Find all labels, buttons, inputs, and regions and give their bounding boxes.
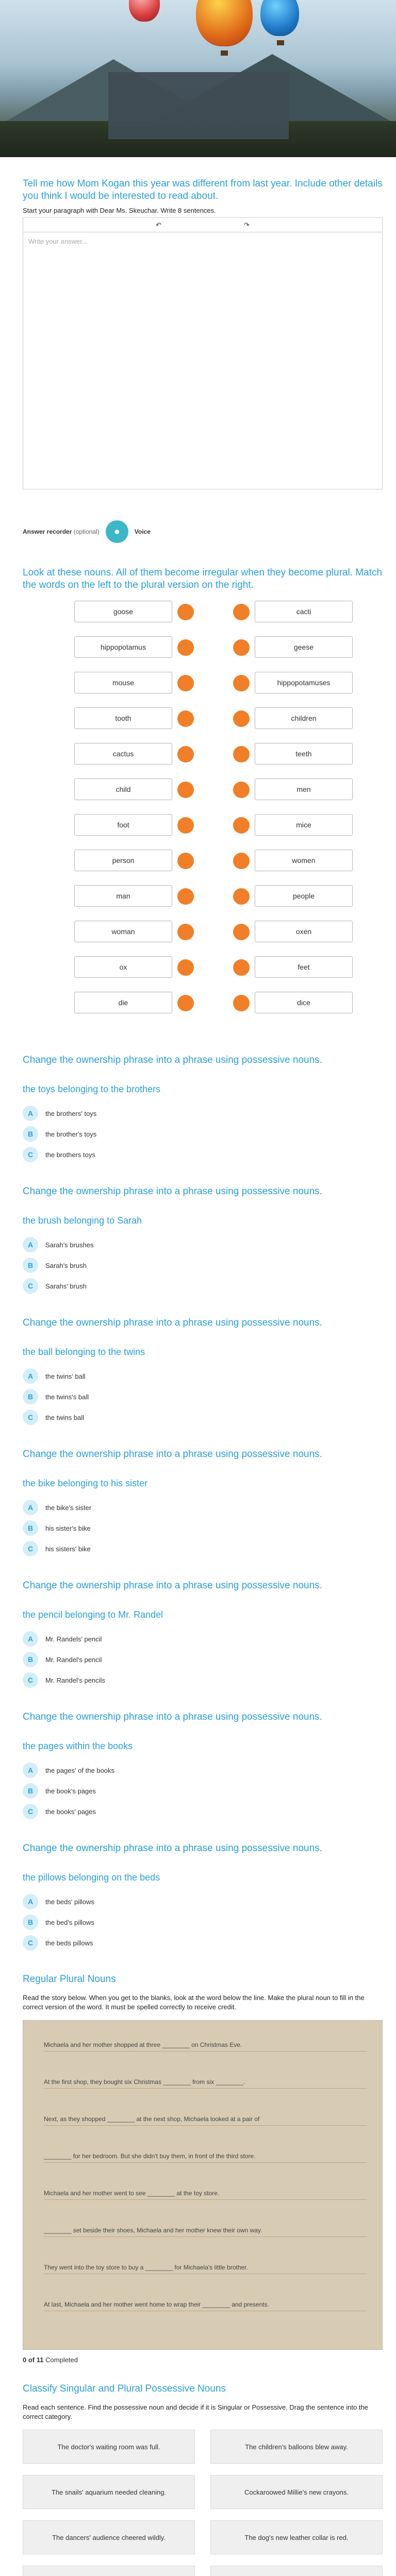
answer-option[interactable]: [23, 1933, 383, 1953]
match-right-dot[interactable]: [233, 782, 250, 798]
option-text: Sarah's brushes: [45, 1241, 94, 1249]
mc-question: [23, 1054, 383, 1165]
option-list: [23, 1234, 383, 1296]
match-right-dot[interactable]: [233, 710, 250, 727]
question-phrase: the pencil belonging to Mr. Randel: [23, 1609, 163, 1620]
answer-option[interactable]: [23, 1103, 383, 1124]
question-phrase: the pages within the books: [23, 1741, 133, 1751]
match-left-dot[interactable]: [177, 782, 194, 798]
match-left-dot[interactable]: [177, 675, 194, 691]
answer-option[interactable]: [23, 1781, 383, 1801]
option-list: [23, 1366, 383, 1428]
option-list: [23, 1497, 383, 1559]
option-text: his sister's bike: [45, 1524, 91, 1532]
draggable-card[interactable]: The snails' aquarium needed cleaning.: [23, 2475, 195, 2509]
match-right-dot[interactable]: [233, 924, 250, 940]
regular-plural-title: Regular Plural Nouns: [23, 1974, 116, 1985]
mc-question: [23, 1448, 383, 1559]
question-heading: Change the ownership phrase into a phrase using possessive nouns.: [23, 1055, 322, 1065]
match-right-word[interactable]: people: [255, 885, 353, 907]
question-instruction: Start your paragraph with Dear Ms. Skeuchar. Write 8 sentences.: [23, 207, 216, 214]
match-row: [74, 885, 353, 908]
option-letter-badge: C: [23, 1410, 38, 1425]
option-list: [23, 1103, 383, 1165]
match-right-dot[interactable]: [233, 675, 250, 691]
match-left-word[interactable]: die: [74, 992, 172, 1013]
match-row: [74, 956, 353, 979]
answer-option[interactable]: [23, 1144, 383, 1165]
answer-option[interactable]: [23, 1538, 383, 1559]
match-left-word[interactable]: mouse: [74, 672, 172, 693]
match-row: [74, 921, 353, 943]
match-left-dot[interactable]: [177, 639, 194, 656]
option-text: Mr. Randel's pencil: [45, 1655, 102, 1664]
story-worksheet-image: [23, 2020, 383, 2350]
match-row: [74, 636, 353, 659]
option-text: the bed's pillows: [45, 1918, 94, 1926]
completion-status: 0 of 11 Completed: [23, 2356, 78, 2364]
answer-textarea[interactable]: Write your answer...: [23, 232, 383, 489]
match-right-word[interactable]: cacti: [255, 601, 353, 622]
option-text: the book's pages: [45, 1787, 96, 1795]
option-letter-badge: B: [23, 1652, 38, 1667]
story-line: At last, Michaela and her mother went home to wrap their ________ and presents.: [44, 2301, 367, 2311]
question-heading: Change the ownership phrase into a phrase using possessive nouns.: [23, 1711, 322, 1722]
option-text: Mr. Randels' pencil: [45, 1635, 102, 1643]
match-row: [74, 601, 353, 623]
story-line: Next, as they shopped ________ at the next shop, Michaela looked at a pair of: [44, 2115, 367, 2126]
balloon-basket: [277, 40, 284, 45]
option-letter-badge: A: [23, 1631, 38, 1647]
match-right-word[interactable]: children: [255, 707, 353, 729]
question-phrase: the bike belonging to his sister: [23, 1478, 148, 1488]
answer-option[interactable]: [23, 1407, 383, 1428]
answer-option[interactable]: [23, 1255, 383, 1276]
draggable-card[interactable]: The children's balloons blew away.: [210, 2430, 383, 2464]
question-heading: Change the ownership phrase into a phrase using possessive nouns.: [23, 1317, 322, 1328]
answer-option[interactable]: [23, 1670, 383, 1690]
option-letter-badge: C: [23, 1278, 38, 1294]
option-text: the twins' ball: [45, 1372, 86, 1380]
option-text: the beds pillows: [45, 1939, 93, 1947]
option-text: the beds' pillows: [45, 1897, 94, 1906]
option-letter-badge: B: [23, 1389, 38, 1404]
mc-question: [23, 1711, 383, 1822]
match-right-word[interactable]: teeth: [255, 743, 353, 765]
option-letter-badge: A: [23, 1237, 38, 1252]
balloon-basket: [221, 50, 228, 56]
option-letter-badge: C: [23, 1804, 38, 1819]
match-left-dot[interactable]: [177, 995, 194, 1011]
match-row: [74, 850, 353, 872]
match-row: [74, 778, 353, 801]
match-right-dot[interactable]: [233, 746, 250, 762]
match-left-word[interactable]: hippopotamus: [74, 636, 172, 658]
match-right-word[interactable]: hippopotamuses: [255, 672, 353, 693]
match-left-dot[interactable]: [177, 604, 194, 620]
match-row: [74, 672, 353, 694]
match-left-word[interactable]: woman: [74, 921, 172, 942]
answer-option[interactable]: [23, 1518, 383, 1538]
multiple-choice-list: [23, 1054, 383, 1953]
option-list: [23, 1629, 383, 1690]
matching-grid: [23, 601, 383, 1033]
match-left-dot[interactable]: [177, 924, 194, 940]
question-phrase: the brush belonging to Sarah: [23, 1215, 142, 1226]
answer-option[interactable]: [23, 1760, 383, 1781]
answer-recorder: [23, 520, 383, 543]
match-right-dot[interactable]: [233, 888, 250, 905]
answer-option[interactable]: [23, 1234, 383, 1255]
match-right-word[interactable]: men: [255, 778, 353, 800]
option-text: the bike's sister: [45, 1503, 92, 1512]
match-right-dot[interactable]: [233, 959, 250, 976]
answer-option[interactable]: [23, 1649, 383, 1670]
story-line: They went into the toy store to buy a ________ for Michaela's little brother.: [44, 2264, 367, 2274]
match-left-dot[interactable]: [177, 746, 194, 762]
option-letter-badge: C: [23, 1935, 38, 1951]
match-left-dot[interactable]: [177, 710, 194, 727]
option-letter-badge: C: [23, 1541, 38, 1556]
match-left-dot[interactable]: [177, 817, 194, 834]
match-left-dot[interactable]: [177, 959, 194, 976]
redo-icon[interactable]: ↷: [244, 221, 250, 229]
option-letter-badge: B: [23, 1914, 38, 1930]
match-row: [74, 743, 353, 766]
match-right-word[interactable]: geese: [255, 636, 353, 658]
question-phrase: the toys belonging to the brothers: [23, 1084, 161, 1094]
option-text: the twins's ball: [45, 1393, 89, 1401]
match-left-word[interactable]: goose: [74, 601, 172, 622]
question-heading: Change the ownership phrase into a phrase using possessive nouns.: [23, 1580, 322, 1591]
answer-option[interactable]: [23, 1497, 383, 1518]
story-line: Michaela and her mother shopped at three ________ on Christmas Eve.: [44, 2041, 367, 2052]
option-letter-badge: B: [23, 1258, 38, 1273]
classify-instruction: Read each sentence. Find the possessive noun and decide if it is Singular or Possessive. Drag the sentence into the correct category.: [23, 2403, 368, 2420]
option-letter-badge: C: [23, 1672, 38, 1688]
balloon-image: [260, 0, 299, 36]
answer-option[interactable]: [23, 1124, 383, 1144]
option-text: Sarah's brush: [45, 1261, 87, 1269]
option-text: the twins ball: [45, 1413, 85, 1421]
mc-question: [23, 1580, 383, 1690]
match-right-dot[interactable]: [233, 639, 250, 656]
balloon-image: [129, 0, 160, 22]
option-letter-badge: A: [23, 1106, 38, 1121]
microphone-icon[interactable]: ●: [106, 520, 128, 543]
answer-option[interactable]: [23, 1276, 383, 1296]
match-row: [74, 814, 353, 837]
option-text: the pages' of the books: [45, 1766, 115, 1774]
match-right-word[interactable]: oxen: [255, 921, 353, 942]
draggable-card[interactable]: Cockaroowed Millie's new crayons.: [210, 2475, 383, 2509]
question-phrase: the ball belonging to the twins: [23, 1347, 145, 1357]
draggable-card[interactable]: The doctor's waiting room was full.: [23, 2430, 195, 2464]
option-list: [23, 1760, 383, 1822]
matching-prompt: Look at these nouns. All of them become irregular when they become plural. Match the words on the left to the plural version on the right.: [23, 567, 383, 590]
match-right-word[interactable]: mice: [255, 814, 353, 836]
draggable-card[interactable]: [23, 2566, 195, 2576]
recorder-label: Answer recorder (optional): [23, 528, 100, 535]
match-left-word[interactable]: ox: [74, 956, 172, 978]
classify-cards: [23, 2430, 383, 2576]
story-line: Michaela and her mother went to see ________ at the toy store.: [44, 2190, 367, 2200]
draggable-card[interactable]: The dancers' audience cheered wildly.: [23, 2520, 195, 2554]
answer-option[interactable]: [23, 1801, 383, 1822]
regular-plural-instruction: Read the story below. When you get to the blanks, look at the word below the line. Make the plural noun to fill in the correct version of the word. It must be spelled correctly to receive credit.: [23, 1994, 365, 2011]
option-text: the brother's toys: [45, 1130, 97, 1138]
question-heading: Change the ownership phrase into a phrase using possessive nouns.: [23, 1449, 322, 1460]
option-text: the brothers' toys: [45, 1109, 97, 1117]
match-left-dot[interactable]: [177, 853, 194, 869]
option-text: Mr. Randel's pencils: [45, 1676, 105, 1684]
answer-option[interactable]: [23, 1386, 383, 1407]
match-left-word[interactable]: child: [74, 778, 172, 800]
option-letter-badge: A: [23, 1500, 38, 1515]
editor-toolbar: [23, 217, 383, 232]
match-left-word[interactable]: cactus: [74, 743, 172, 765]
option-list: [23, 1891, 383, 1953]
hero-banner: [0, 0, 396, 157]
match-left-word[interactable]: person: [74, 850, 172, 871]
option-letter-badge: B: [23, 1783, 38, 1799]
question-heading: Change the ownership phrase into a phrase using possessive nouns.: [23, 1843, 322, 1854]
match-right-dot[interactable]: [233, 817, 250, 834]
voice-label: Voice: [134, 528, 151, 535]
mc-question: [23, 1185, 383, 1296]
undo-icon[interactable]: ↶: [156, 221, 161, 229]
balloon-image: [196, 0, 253, 46]
option-letter-badge: B: [23, 1126, 38, 1142]
match-left-word[interactable]: foot: [74, 814, 172, 836]
option-letter-badge: A: [23, 1368, 38, 1384]
match-left-word[interactable]: man: [74, 885, 172, 907]
question-prompt: Tell me how Mom Kogan this year was different from last year. Include other details you think I would be interested to read about.: [23, 178, 383, 201]
match-row: [74, 992, 353, 1014]
match-right-word[interactable]: feet: [255, 956, 353, 978]
answer-option[interactable]: [23, 1891, 383, 1912]
story-line: ________ for her bedroom. But she didn't buy them, in front of the third store.: [44, 2153, 367, 2163]
option-text: his sisters' bike: [45, 1545, 91, 1553]
question-phrase: the pillows belonging on the beds: [23, 1872, 160, 1883]
story-line: At the first shop, they bought six Christmas ________ from six ________.: [44, 2078, 367, 2089]
answer-option[interactable]: [23, 1912, 383, 1933]
option-letter-badge: B: [23, 1520, 38, 1536]
hero-title-card: [108, 72, 289, 139]
match-left-dot[interactable]: [177, 888, 194, 905]
match-right-dot[interactable]: [233, 853, 250, 869]
mc-question: [23, 1317, 383, 1428]
mc-question: [23, 1842, 383, 1953]
option-text: Sarahs' brush: [45, 1282, 87, 1290]
match-row: [74, 707, 353, 730]
match-right-word[interactable]: women: [255, 850, 353, 871]
match-left-word[interactable]: tooth: [74, 707, 172, 729]
draggable-card[interactable]: The dog's new leather collar is red.: [210, 2520, 383, 2554]
draggable-card[interactable]: [210, 2566, 383, 2576]
classify-title: Classify Singular and Plural Possessive Nouns: [23, 2383, 226, 2394]
option-letter-badge: A: [23, 1762, 38, 1778]
match-right-dot[interactable]: [233, 995, 250, 1011]
option-text: the books' pages: [45, 1807, 96, 1816]
story-line: ________ set beside their shoes, Michaela and her mother knew their own way.: [44, 2227, 367, 2237]
option-text: the brothers toys: [45, 1150, 95, 1159]
answer-option[interactable]: [23, 1629, 383, 1649]
match-right-dot[interactable]: [233, 604, 250, 620]
answer-option[interactable]: [23, 1366, 383, 1386]
match-right-word[interactable]: dice: [255, 992, 353, 1013]
option-letter-badge: A: [23, 1894, 38, 1909]
option-letter-badge: C: [23, 1147, 38, 1162]
question-heading: Change the ownership phrase into a phrase using possessive nouns.: [23, 1186, 322, 1197]
